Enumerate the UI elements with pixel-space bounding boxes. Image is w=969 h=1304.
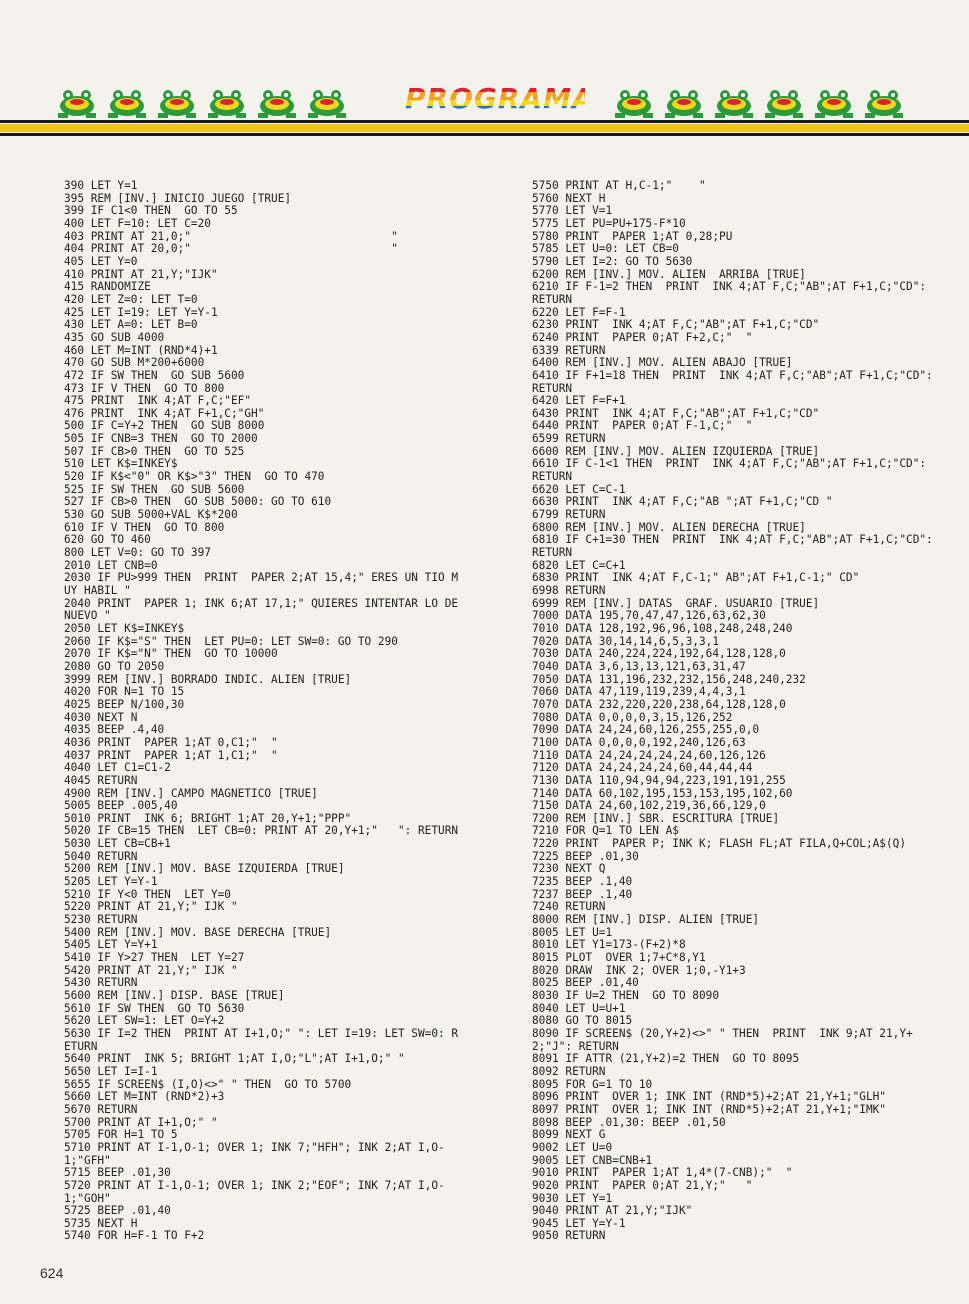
code-line: 6220 LET F=F-1 bbox=[532, 305, 626, 319]
code-line: 6339 RETURN bbox=[532, 343, 606, 357]
code-line: 2010 LET CNB=0 bbox=[64, 558, 158, 572]
code-line: 6440 PRINT PAPER 0;AT F-1,C;" " bbox=[532, 419, 753, 433]
frog-icon bbox=[662, 84, 706, 120]
frog-icon bbox=[255, 84, 299, 120]
code-line: 6800 REM [INV.] MOV. ALIEN DERECHA [TRUE] bbox=[532, 520, 806, 534]
code-line: 8015 PLOT OVER 1;7+C*8,Y1 bbox=[532, 951, 706, 965]
frog-icon bbox=[762, 84, 806, 120]
code-line: 620 GO TO 460 bbox=[64, 533, 151, 547]
code-line: 5710 PRINT AT I-1,O-1; OVER 1; INK 7;"HFH"; INK 2;AT I,O-1;"GFH" bbox=[64, 1140, 445, 1167]
code-line: 525 IF SW THEN GO SUB 5600 bbox=[64, 482, 245, 496]
code-line: 6210 IF F-1=2 THEN PRINT INK 4;AT F,C;"AB";AT F+1,C;"CD": RETURN bbox=[532, 280, 933, 306]
code-line: 5750 PRINT AT H,C-1;" " bbox=[532, 179, 706, 192]
code-line: 527 IF CB>0 THEN GO SUB 5000: GO TO 610 bbox=[64, 495, 332, 509]
code-line: 6610 IF C-1<1 THEN PRINT INK 4;AT F,C;"AB";AT F+1,C;"CD": RETURN bbox=[532, 457, 933, 484]
code-line: 6410 IF F+1=18 THEN PRINT INK 4;AT F,C;"AB";AT F+1,C;"CD": RETURN bbox=[532, 368, 940, 395]
code-line: 8091 IF ATTR (21,Y+2)=2 THEN GO TO 8095 bbox=[532, 1052, 800, 1066]
code-line: 5650 LET I=I-1 bbox=[64, 1064, 158, 1078]
code-line: 5005 BEEP .005,40 bbox=[64, 799, 178, 813]
code-line: 7225 BEEP .01,30 bbox=[532, 849, 639, 863]
code-line: 2030 IF PU>999 THEN PRINT PAPER 2;AT 15,4;" ERES UN TIO MUY HABIL " bbox=[64, 571, 459, 597]
frog-icon bbox=[305, 84, 349, 120]
code-line: 5735 NEXT H bbox=[64, 1216, 138, 1230]
code-line: 530 GO SUB 5000+VAL K$*200 bbox=[64, 508, 238, 522]
code-line: 6630 PRINT INK 4;AT F,C;"AB ";AT F+1,C;"CD " bbox=[532, 495, 833, 509]
code-line: 7120 DATA 24,24,24,24,60,44,44,44 bbox=[532, 761, 753, 775]
frog-icon bbox=[55, 84, 99, 120]
code-line: 505 IF CNB=3 THEN GO TO 2000 bbox=[64, 432, 258, 446]
header-stripe-black-top bbox=[0, 120, 969, 123]
code-line: 2040 PRINT PAPER 1; INK 6;AT 17,1;" QUIERES INTENTAR LO DE NUEVO " bbox=[64, 596, 465, 623]
frog-decoration-left bbox=[55, 84, 349, 120]
code-line: 507 IF CB>0 THEN GO TO 525 bbox=[64, 444, 245, 458]
code-line: 8040 LET U=U+1 bbox=[532, 1001, 626, 1015]
code-line: 520 IF K$<"0" OR K$>"3" THEN GO TO 470 bbox=[64, 470, 325, 484]
code-line: 7130 DATA 110,94,94,94,223,191,191,255 bbox=[532, 773, 786, 787]
code-line: 7080 DATA 0,0,0,0,3,15,126,252 bbox=[532, 710, 733, 724]
code-line: 7240 RETURN bbox=[532, 900, 606, 914]
code-line: 410 PRINT AT 21,Y;"IJK" bbox=[64, 267, 218, 281]
frog-icon bbox=[712, 84, 756, 120]
frog-icon bbox=[105, 84, 149, 120]
code-line: 7150 DATA 24,60,102,219,36,66,129,0 bbox=[532, 799, 766, 813]
code-line: 4036 PRINT PAPER 1;AT 0,C1;" " bbox=[64, 735, 278, 749]
code-line: 9020 PRINT PAPER 0;AT 21,Y;" " bbox=[532, 1178, 753, 1192]
code-line: 460 LET M=INT (RND*4)+1 bbox=[64, 343, 218, 357]
code-line: 6999 REM [INV.] DATAS GRAF. USUARIO [TRUE] bbox=[532, 596, 820, 610]
code-line: 8080 GO TO 8015 bbox=[532, 1014, 633, 1028]
code-line: 5655 IF SCREEN$ (I,O)<>" " THEN GO TO 5700 bbox=[64, 1077, 352, 1091]
code-line: 5020 IF CB=15 THEN LET CB=0: PRINT AT 20,Y+1;" ": RETURN bbox=[64, 824, 459, 838]
code-line: 7220 PRINT PAPER P; INK K; FLASH FL;AT FILA,Q+COL;A$(Q) bbox=[532, 837, 907, 851]
code-line: 5420 PRINT AT 21,Y;" IJK " bbox=[64, 963, 238, 977]
code-line: 5200 REM [INV.] MOV. BASE IZQUIERDA [TRUE] bbox=[64, 862, 345, 876]
code-line: 2070 IF K$="N" THEN GO TO 10000 bbox=[64, 647, 278, 661]
code-line: 7020 DATA 30,14,14,6,5,3,3,1 bbox=[532, 634, 720, 648]
page-header bbox=[0, 72, 969, 147]
code-line: 6430 PRINT INK 4;AT F,C;"AB";AT F+1,C;"CD" bbox=[532, 406, 820, 420]
code-line: 8030 IF U=2 THEN GO TO 8090 bbox=[532, 989, 720, 1002]
page-number: 624 bbox=[40, 1265, 64, 1281]
code-line: 5670 RETURN bbox=[64, 1102, 138, 1116]
code-line: 425 LET I=19: LET Y=Y-1 bbox=[64, 305, 218, 319]
code-line: 403 PRINT AT 21,0;" " bbox=[64, 229, 398, 243]
code-line: 6240 PRINT PAPER 0;AT F+2,C;" " bbox=[532, 330, 753, 344]
code-line: 500 IF C=Y+2 THEN GO SUB 8000 bbox=[64, 419, 265, 433]
code-line: 9045 LET Y=Y-1 bbox=[532, 1216, 626, 1230]
frog-icon bbox=[205, 84, 249, 120]
code-line: 7000 DATA 195,70,47,47,126,63,62,30 bbox=[532, 609, 766, 623]
code-line: 5775 LET PU=PU+175-F*10 bbox=[532, 216, 686, 230]
code-line: 5700 PRINT AT I+1,O;" " bbox=[64, 1115, 218, 1129]
code-line: 4030 NEXT N bbox=[64, 710, 138, 724]
code-line: 5780 PRINT PAPER 1;AT 0,28;PU bbox=[532, 229, 733, 243]
code-line: 5230 RETURN bbox=[64, 913, 138, 927]
code-line: 395 REM [INV.] INICIO JUEGO [TRUE] bbox=[64, 191, 292, 205]
code-line: 7070 DATA 232,220,220,238,64,128,128,0 bbox=[532, 697, 786, 711]
code-line: 8025 BEEP .01,40 bbox=[532, 976, 639, 990]
code-line: 475 PRINT INK 4;AT F,C;"EF" bbox=[64, 394, 252, 408]
code-line: 5740 FOR H=F-1 TO F+2 bbox=[64, 1229, 205, 1243]
code-line: 5660 LET M=INT (RND*2)+3 bbox=[64, 1090, 225, 1104]
code-line: 8010 LET Y1=173-(F+2)*8 bbox=[532, 938, 686, 952]
code-line: 6599 RETURN bbox=[532, 432, 606, 446]
code-line: 8090 IF SCREEN$ (20,Y+2)<>" " THEN PRINT INK 9;AT 21,Y+2;"J": RETURN bbox=[532, 1026, 913, 1053]
code-line: 5630 IF I=2 THEN PRINT AT I+1,O;" ": LET I=19: LET SW=0: RETURN bbox=[64, 1026, 459, 1053]
code-line: 5770 LET V=1 bbox=[532, 204, 613, 218]
code-line: 5610 IF SW THEN GO TO 5630 bbox=[64, 1001, 245, 1015]
code-line: 7237 BEEP .1,40 bbox=[532, 887, 633, 901]
code-line: 5725 BEEP .01,40 bbox=[64, 1204, 171, 1218]
code-line: 4020 FOR N=1 TO 15 bbox=[64, 685, 185, 699]
code-line: 5400 REM [INV.] MOV. BASE DERECHA [TRUE] bbox=[64, 925, 332, 939]
code-line: 3999 REM [INV.] BORRADO INDIC. ALIEN [TRUE] bbox=[64, 672, 352, 686]
code-line: 8020 DRAW INK 2; OVER 1;0,-Y1+3 bbox=[532, 963, 746, 977]
section-title: PROGRAMA bbox=[405, 82, 595, 115]
code-line: 2080 GO TO 2050 bbox=[64, 659, 165, 673]
code-line: 415 RANDOMIZE bbox=[64, 280, 151, 294]
code-line: 5790 LET I=2: GO TO 5630 bbox=[532, 254, 693, 268]
code-line: 5785 LET U=0: LET CB=0 bbox=[532, 242, 679, 256]
code-line: 510 LET K$=INKEY$ bbox=[64, 457, 178, 471]
code-line: 7040 DATA 3,6,13,13,121,63,31,47 bbox=[532, 659, 746, 673]
code-line: 7030 DATA 240,224,224,192,64,128,128,0 bbox=[532, 647, 786, 661]
code-line: 6600 REM [INV.] MOV. ALIEN IZQUIERDA [TRUE] bbox=[532, 444, 820, 458]
code-line: 7230 NEXT Q bbox=[532, 862, 606, 876]
code-line: 5760 NEXT H bbox=[532, 191, 606, 205]
frog-icon bbox=[612, 84, 656, 120]
code-line: 6998 RETURN bbox=[532, 584, 606, 597]
code-line: 5010 PRINT INK 6; BRIGHT 1;AT 20,Y+1;"PPP" bbox=[64, 811, 352, 825]
code-line: 2060 IF K$="S" THEN LET PU=0: LET SW=0: GO TO 290 bbox=[64, 634, 398, 648]
code-line: 473 IF V THEN GO TO 800 bbox=[64, 381, 225, 395]
header-stripe-yellow bbox=[0, 124, 969, 132]
frog-icon bbox=[155, 84, 199, 120]
code-line: 435 GO SUB 4000 bbox=[64, 330, 165, 344]
code-line: 7140 DATA 60,102,195,153,153,195,102,60 bbox=[532, 786, 793, 800]
code-line: 6400 REM [INV.] MOV. ALIEN ABAJO [TRUE] bbox=[532, 356, 793, 370]
code-line: 8092 RETURN bbox=[532, 1064, 606, 1078]
code-line: 8095 FOR G=1 TO 10 bbox=[532, 1077, 653, 1091]
header-stripe-black-bottom bbox=[0, 133, 969, 136]
code-line: 6810 IF C+1=30 THEN PRINT INK 4;AT F,C;"AB";AT F+1,C;"CD": RETURN bbox=[532, 533, 940, 560]
code-line: 5705 FOR H=1 TO 5 bbox=[64, 1128, 178, 1142]
code-line: 4900 REM [INV.] CAMPO MAGNETICO [TRUE] bbox=[64, 786, 318, 800]
code-line: 8000 REM [INV.] DISP. ALIEN [TRUE] bbox=[532, 913, 760, 927]
code-line: 6620 LET C=C-1 bbox=[532, 482, 626, 496]
code-line: 8097 PRINT OVER 1; INK INT (RND*5)+2;AT 21,Y+1;"IMK" bbox=[532, 1102, 886, 1116]
code-line: 5720 PRINT AT I-1,O-1; OVER 1; INK 2;"EOF"; INK 7;AT I,O-1;"GOH" bbox=[64, 1178, 445, 1205]
code-line: 9002 LET U=0 bbox=[532, 1140, 613, 1154]
code-line: 7235 BEEP .1,40 bbox=[532, 875, 633, 889]
code-line: 8096 PRINT OVER 1; INK INT (RND*5)+2;AT 21,Y+1;"GLH" bbox=[532, 1090, 886, 1104]
code-line: 5620 LET SW=1: LET O=Y+2 bbox=[64, 1014, 225, 1028]
program-listing-left bbox=[64, 180, 464, 1243]
code-line: 6830 PRINT INK 4;AT F,C-1;" AB";AT F+1,C-1;" CD" bbox=[532, 571, 860, 585]
code-line: 5030 LET CB=CB+1 bbox=[64, 837, 171, 851]
frog-icon bbox=[812, 84, 856, 120]
code-line: 5715 BEEP .01,30 bbox=[64, 1166, 171, 1180]
code-line: 4045 RETURN bbox=[64, 773, 138, 787]
code-line: 7090 DATA 24,24,60,126,255,255,0,0 bbox=[532, 723, 760, 737]
code-line: 4040 LET C1=C1-2 bbox=[64, 761, 171, 775]
code-line: 7060 DATA 47,119,119,239,4,4,3,1 bbox=[532, 685, 746, 699]
code-line: 476 PRINT INK 4;AT F+1,C;"GH" bbox=[64, 406, 265, 420]
code-line: 5205 LET Y=Y-1 bbox=[64, 875, 158, 889]
code-line: 5640 PRINT INK 5; BRIGHT 1;AT I,O;"L";AT I+1,O;" " bbox=[64, 1052, 405, 1066]
code-line: 5430 RETURN bbox=[64, 976, 138, 990]
code-line: 4037 PRINT PAPER 1;AT 1,C1;" " bbox=[64, 748, 278, 762]
code-line: 7010 DATA 128,192,96,96,108,248,248,240 bbox=[532, 621, 793, 635]
code-line: 8098 BEEP .01,30: BEEP .01,50 bbox=[532, 1115, 726, 1129]
code-line: 4035 BEEP .4,40 bbox=[64, 723, 165, 737]
code-line: 420 LET Z=0: LET T=0 bbox=[64, 292, 198, 306]
code-line: 7050 DATA 131,196,232,232,156,248,240,232 bbox=[532, 672, 806, 686]
code-line: 7110 DATA 24,24,24,24,24,60,126,126 bbox=[532, 748, 766, 762]
code-line: 390 LET Y=1 bbox=[64, 179, 138, 192]
code-line: 5405 LET Y=Y+1 bbox=[64, 938, 158, 952]
code-line: 5410 IF Y>27 THEN LET Y=27 bbox=[64, 951, 245, 965]
code-line: 6799 RETURN bbox=[532, 508, 606, 522]
code-line: 405 LET Y=0 bbox=[64, 254, 138, 268]
program-listing-right bbox=[532, 179, 940, 1243]
code-line: 2050 LET K$=INKEY$ bbox=[64, 621, 185, 635]
code-line: 7210 FOR Q=1 TO LEN A$ bbox=[532, 824, 679, 838]
code-line: 470 GO SUB M*200+6000 bbox=[64, 356, 205, 370]
frog-decoration-right bbox=[612, 84, 906, 120]
code-line: 4025 BEEP N/100,30 bbox=[64, 697, 185, 711]
code-line: 6230 PRINT INK 4;AT F,C;"AB";AT F+1,C;"CD" bbox=[532, 318, 820, 332]
code-line: 5210 IF Y<0 THEN LET Y=0 bbox=[64, 887, 231, 901]
code-line: 9030 LET Y=1 bbox=[532, 1191, 613, 1205]
code-line: 430 LET A=0: LET B=0 bbox=[64, 318, 198, 332]
code-line: 472 IF SW THEN GO SUB 5600 bbox=[64, 368, 245, 382]
code-line: 6420 LET F=F+1 bbox=[532, 394, 626, 408]
code-line: 9040 PRINT AT 21,Y;"IJK" bbox=[532, 1204, 693, 1218]
code-line: 9010 PRINT PAPER 1;AT 1,4*(7-CNB);" " bbox=[532, 1166, 793, 1180]
code-line: 9050 RETURN bbox=[532, 1229, 606, 1243]
code-line: 8005 LET U=1 bbox=[532, 925, 613, 939]
code-line: 5040 RETURN bbox=[64, 849, 138, 863]
code-line: 610 IF V THEN GO TO 800 bbox=[64, 520, 225, 534]
code-line: 400 LET F=10: LET C=20 bbox=[64, 216, 211, 230]
frog-icon bbox=[862, 84, 906, 120]
code-line: 6200 REM [INV.] MOV. ALIEN ARRIBA [TRUE] bbox=[532, 267, 806, 281]
code-line: 404 PRINT AT 20,0;" " bbox=[64, 242, 398, 256]
code-line: 9005 LET CNB=CNB+1 bbox=[532, 1153, 653, 1167]
code-line: 6820 LET C=C+1 bbox=[532, 558, 626, 572]
code-line: 5220 PRINT AT 21,Y;" IJK " bbox=[64, 900, 238, 914]
code-line: 7200 REM [INV.] SBR. ESCRITURA [TRUE] bbox=[532, 811, 780, 825]
code-line: 7100 DATA 0,0,0,0,192,240,126,63 bbox=[532, 735, 746, 749]
code-line: 8099 NEXT G bbox=[532, 1128, 606, 1142]
code-line: 5600 REM [INV.] DISP. BASE [TRUE] bbox=[64, 989, 285, 1002]
code-line: 800 LET V=0: GO TO 397 bbox=[64, 546, 211, 560]
code-line: 399 IF C1<0 THEN GO TO 55 bbox=[64, 204, 238, 218]
